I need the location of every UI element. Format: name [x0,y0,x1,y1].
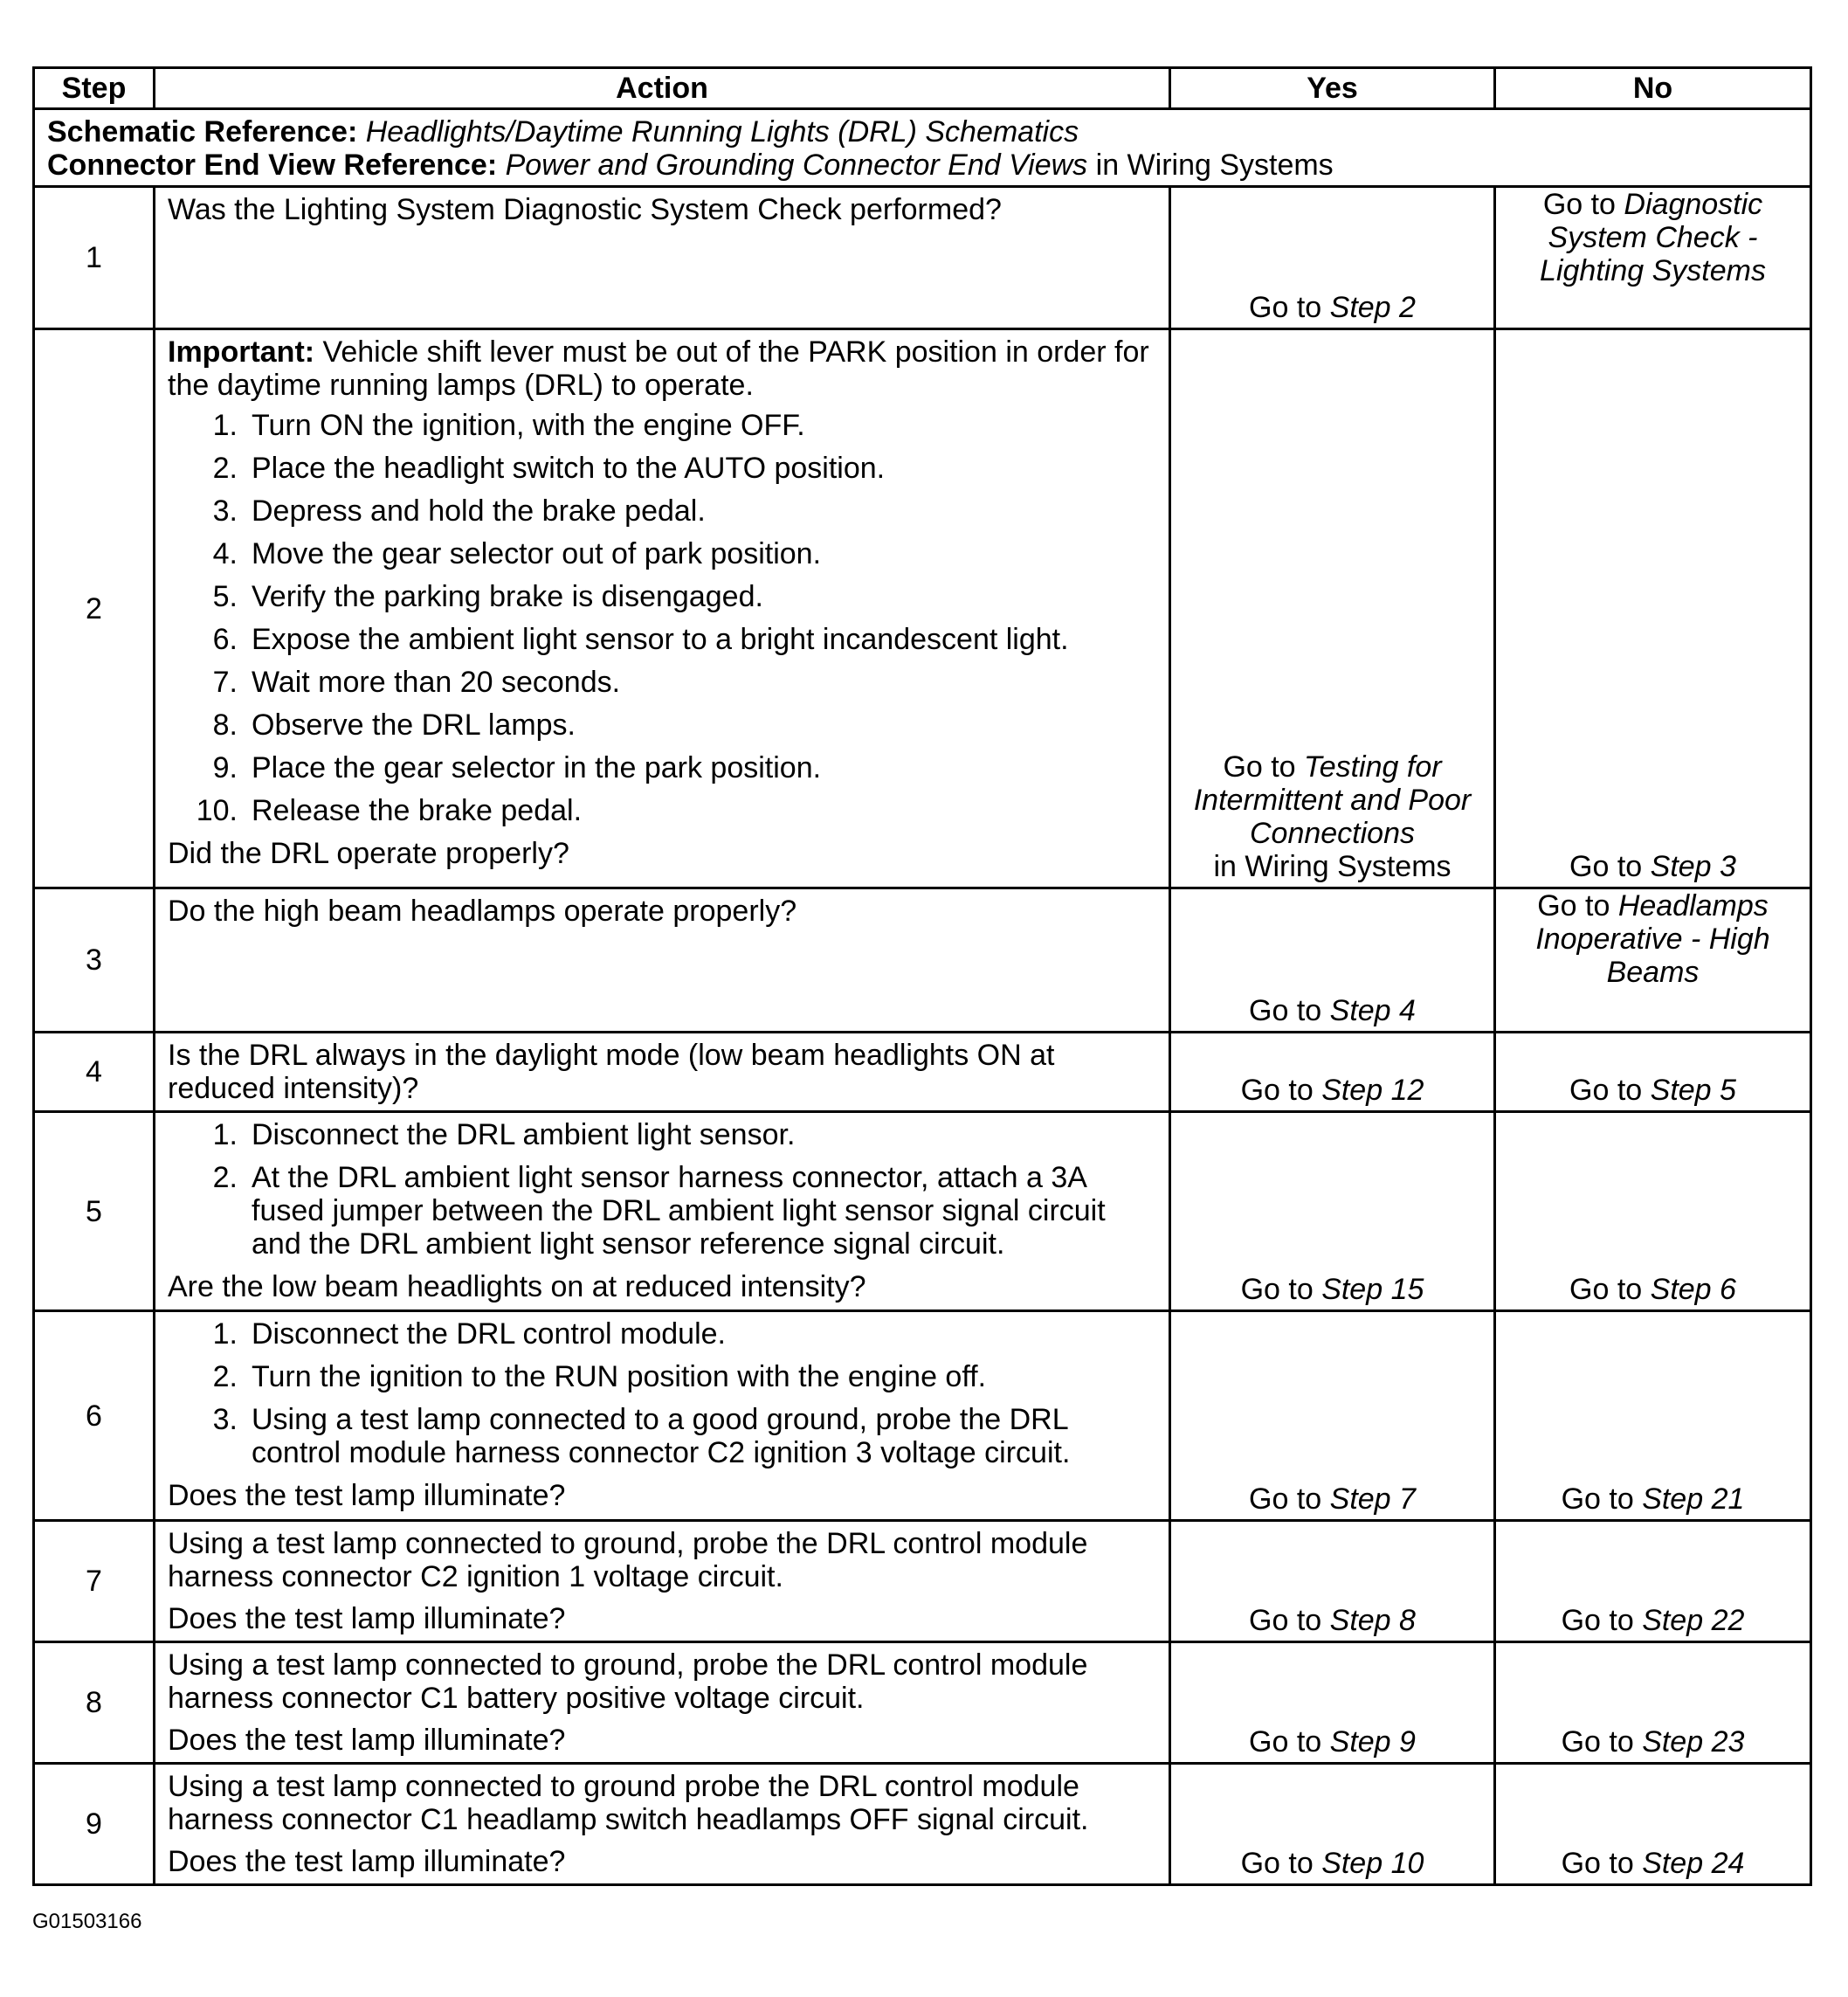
action-text: Using a test lamp connected to ground probe the DRL control module harness connector C1 headlamp switch headlamps OFF signal circuit. [168,1770,1089,1836]
step-row [34,1764,1811,1885]
yes-prefix: Go to [1249,994,1330,1027]
item-number: 2. [212,1360,238,1393]
procedure-list [168,1317,1160,1469]
item-text: Verify the parking brake is disengaged. [252,580,763,613]
item-number: 6. [212,623,238,656]
item-text: Disconnect the DRL ambient light sensor. [252,1118,796,1151]
procedure-list [168,1118,1160,1261]
yes-prefix: Go to [1249,1725,1330,1759]
connector-reference-label: Connector End View Reference: [47,149,498,182]
step-row [34,1642,1811,1764]
no-prefix: Go to [1561,1847,1643,1880]
item-number: 5. [212,580,238,613]
action-text: Using a test lamp connected to ground, probe the DRL control module harness connector C1 battery positive voltage circuit. [168,1648,1088,1715]
action-cell [155,1642,1170,1764]
list-item [168,537,1160,570]
item-text: Using a test lamp connected to a good ground, probe the DRL control module harness connector C2 ignition 3 voltage circuit. [252,1403,1071,1469]
list-item [168,580,1160,613]
yes-cell [1170,187,1495,329]
no-link[interactable]: Headlamps Inoperative - High Beams [1535,889,1770,989]
yes-link[interactable]: Testing for Intermittent and Poor Connections [1193,750,1472,850]
yes-link[interactable]: Step 10 [1321,1847,1424,1880]
yes-prefix: Go to [1249,1604,1330,1637]
list-item [168,1161,1160,1261]
no-prefix: Go to [1537,889,1618,922]
schematic-reference [47,115,1797,149]
no-prefix: Go to [1569,850,1651,883]
yes-cell [1170,1642,1495,1764]
item-number: 3. [212,1403,238,1436]
action-cell [155,1033,1170,1112]
item-number: 1. [212,1317,238,1351]
no-link[interactable]: Step 5 [1650,1074,1736,1107]
item-text: At the DRL ambient light sensor harness connector, attach a 3A fused jumper between the DRL ambient light sensor signal circuit and the DRL ambient light sensor reference signal circuit. [252,1161,1106,1261]
step-number: 1 [34,187,155,329]
yes-prefix: Go to [1249,1482,1330,1516]
list-item [168,794,1160,827]
important-text: Vehicle shift lever must be out of the PARK position in order for the daytime running lamps (DRL) to operate. [168,335,1149,402]
yes-link[interactable]: Step 2 [1329,291,1416,324]
action-cell [155,1764,1170,1885]
item-number: 7. [212,666,238,699]
yes-link[interactable]: Step 7 [1329,1482,1416,1516]
yes-link[interactable]: Step 12 [1321,1074,1424,1107]
no-cell [1495,1642,1811,1764]
yes-link[interactable]: Step 4 [1329,994,1416,1027]
item-number: 3. [212,494,238,528]
no-prefix: Go to [1561,1604,1643,1637]
item-text: Observe the DRL lamps. [252,708,576,742]
item-text: Move the gear selector out of park position. [252,537,822,570]
step-number: 7 [34,1521,155,1642]
step-number: 3 [34,888,155,1033]
action-cell [155,187,1170,329]
no-cell [1495,888,1811,1033]
no-cell [1495,329,1811,888]
no-cell [1495,1764,1811,1885]
diagnostic-table [32,66,1812,1886]
action-question: Are the low beam headlights on at reduced intensity? [168,1270,866,1303]
step-number: 6 [34,1311,155,1521]
item-number: 4. [212,537,238,570]
no-cell [1495,1521,1811,1642]
yes-link[interactable]: Step 15 [1321,1273,1424,1306]
yes-prefix: Go to [1240,1074,1322,1107]
yes-cell [1170,1764,1495,1885]
yes-cell [1170,1033,1495,1112]
yes-prefix: Go to [1223,750,1305,784]
step-row [34,1112,1811,1311]
action-text: Was the Lighting System Diagnostic System Check performed? [168,193,1002,226]
yes-cell [1170,1521,1495,1642]
item-number: 8. [212,708,238,742]
item-number: 2. [212,452,238,485]
no-link[interactable]: Step 24 [1642,1847,1745,1880]
step-row [34,888,1811,1033]
yes-prefix: Go to [1240,1847,1322,1880]
step-row [34,187,1811,329]
no-cell [1495,187,1811,329]
yes-cell [1170,1311,1495,1521]
list-item [168,751,1160,784]
action-question: Does the test lamp illuminate? [168,1724,566,1757]
action-text: Do the high beam headlamps operate properly? [168,895,797,928]
item-text: Wait more than 20 seconds. [252,666,621,699]
action-cell [155,888,1170,1033]
item-text: Disconnect the DRL control module. [252,1317,727,1351]
connector-reference-link[interactable]: Power and Grounding Connector End Views [505,149,1088,182]
list-item [168,452,1160,485]
item-text: Expose the ambient light sensor to a bright incandescent light. [252,623,1069,656]
no-link[interactable]: Step 22 [1642,1604,1745,1637]
no-prefix: Go to [1561,1725,1643,1759]
step-row [34,1311,1811,1521]
list-item [168,1118,1160,1151]
no-cell [1495,1033,1811,1112]
procedure-list [168,409,1160,827]
no-link[interactable]: Diagnostic System Check - Lighting Systems [1540,188,1766,287]
no-link[interactable]: Step 3 [1650,850,1736,883]
action-question: Does the test lamp illuminate? [168,1479,566,1512]
step-number: 8 [34,1642,155,1764]
no-prefix: Go to [1561,1482,1643,1516]
item-number: 9. [212,751,238,784]
action-cell [155,1521,1170,1642]
step-row [34,329,1811,888]
yes-suffix: in Wiring Systems [1213,850,1452,883]
no-cell [1495,1112,1811,1311]
schematic-reference-label: Schematic Reference: [47,115,358,149]
list-item [168,708,1160,742]
item-number: 1. [212,1118,238,1151]
step-number: 9 [34,1764,155,1885]
header-action: Action [155,68,1170,109]
no-link[interactable]: Step 6 [1650,1273,1736,1306]
list-item [168,1317,1160,1351]
item-text: Turn the ignition to the RUN position with the engine off. [252,1360,987,1393]
diagnostic-table-sheet [32,66,1810,1886]
action-cell [155,1311,1170,1521]
list-item [168,623,1160,656]
action-text: Using a test lamp connected to ground, probe the DRL control module harness connector C2 ignition 1 voltage circuit. [168,1527,1088,1593]
item-text: Place the headlight switch to the AUTO position. [252,452,886,485]
reference-cell [34,109,1811,187]
step-row [34,1033,1811,1112]
step-row [34,1521,1811,1642]
list-item [168,1360,1160,1393]
yes-link[interactable]: Step 8 [1329,1604,1416,1637]
schematic-reference-link[interactable]: Headlights/Daytime Running Lights (DRL) Schematics [365,115,1079,149]
item-text: Turn ON the ignition, with the engine OFF. [252,409,805,442]
no-prefix: Go to [1542,188,1624,221]
step-number: 4 [34,1033,155,1112]
header-row [34,68,1811,109]
item-number: 1. [212,409,238,442]
step-number: 5 [34,1112,155,1311]
action-text: Is the DRL always in the daylight mode (low beam headlights ON at reduced intensity)? [168,1039,1055,1105]
list-item [168,1403,1160,1469]
item-number: 2. [212,1161,238,1194]
figure-id: G01503166 [32,1910,142,1933]
header-step: Step [34,68,155,109]
important-label: Important: [168,335,315,369]
action-question: Does the test lamp illuminate? [168,1845,566,1878]
step-number: 2 [34,329,155,888]
action-question: Did the DRL operate properly? [168,837,569,870]
item-text: Release the brake pedal. [252,794,583,827]
yes-cell [1170,888,1495,1033]
action-question: Does the test lamp illuminate? [168,1602,566,1635]
no-prefix: Go to [1569,1074,1651,1107]
no-link[interactable]: Step 23 [1642,1725,1745,1759]
item-number: 10. [196,794,238,827]
no-prefix: Go to [1569,1273,1651,1306]
no-link[interactable]: Step 21 [1642,1482,1745,1516]
item-text: Depress and hold the brake pedal. [252,494,706,528]
reference-row [34,109,1811,187]
yes-prefix: Go to [1249,291,1330,324]
yes-cell [1170,329,1495,888]
yes-prefix: Go to [1240,1273,1322,1306]
header-no: No [1495,68,1811,109]
list-item [168,666,1160,699]
action-cell [155,329,1170,888]
item-text: Place the gear selector in the park position. [252,751,822,784]
no-cell [1495,1311,1811,1521]
yes-cell [1170,1112,1495,1311]
list-item [168,409,1160,442]
action-cell [155,1112,1170,1311]
important-note [168,335,1160,402]
connector-reference-suffix: in Wiring Systems [1087,149,1334,182]
header-yes: Yes [1170,68,1495,109]
list-item [168,494,1160,528]
yes-link[interactable]: Step 9 [1329,1725,1416,1759]
connector-reference [47,149,1797,182]
